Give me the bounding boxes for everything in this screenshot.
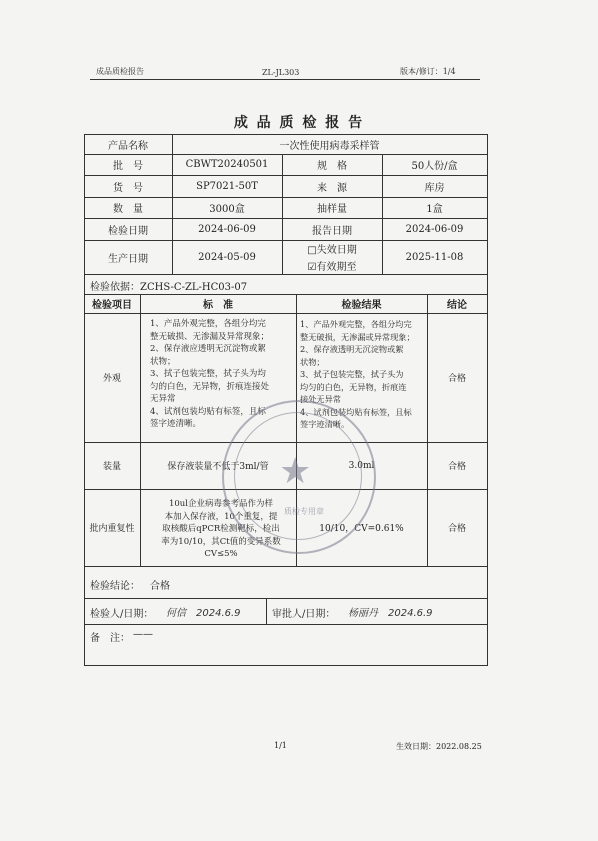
col-header-standard: 标 准 bbox=[203, 300, 233, 311]
row-appearance-result: 1、产品外观完整，各组分均完 整无破损，无渗漏或异常现象； 2、保存液透明无沉淀物或絮 状物； 3、拭子包装完整，拭子头为 均匀的白色，无异物，折痕连 接处无异常 4、试剂包装均贴有标签，且标 签字迹清晰。 bbox=[300, 319, 415, 429]
approver-label: 审批人/日期： bbox=[272, 609, 336, 620]
row-volume-standard: 保存液装量不低于3ml/管 bbox=[167, 462, 269, 472]
seal-label: 质检专用章 bbox=[284, 507, 324, 516]
header-rule bbox=[90, 79, 480, 80]
remark-value: —— bbox=[133, 629, 153, 640]
product-name-value: 一次性使用病毒采样管 bbox=[279, 140, 380, 152]
quantity-label: 数 量 bbox=[113, 204, 143, 215]
row-repeatability-standard: 10ul企业病毒参考品作为样 本加入保存液，10个重复，提 取核酸后qPCR检测靶标，检出 率为10/10，其Ct值的变异系数 CV≤5% bbox=[161, 499, 281, 559]
expiry-option-invalid: □失效日期 bbox=[307, 245, 357, 256]
row-volume-result: 3.0ml bbox=[348, 460, 375, 471]
footer-effective-date: 生效日期：2022.08.25 bbox=[396, 742, 482, 751]
row-appearance-item: 外观 bbox=[102, 374, 121, 384]
expiry-value: 2025-11-08 bbox=[405, 251, 464, 263]
approver-signature: 杨丽丹 2024.6.9 bbox=[348, 608, 433, 619]
production-date-value: 2024-05-09 bbox=[198, 251, 256, 263]
header-version: 版本/修订：1/4 bbox=[400, 67, 456, 76]
header-doc-code: ZL-JL303 bbox=[262, 68, 300, 77]
row-repeatability-conclusion: 合格 bbox=[447, 524, 466, 534]
sample-label: 抽样量 bbox=[317, 204, 347, 215]
header-doc-name: 成品质检报告 bbox=[96, 67, 144, 76]
col-header-result: 检验结果 bbox=[341, 300, 382, 311]
star-icon: ★ bbox=[279, 451, 312, 492]
expiry-option-valid-until: ☑有效期至 bbox=[307, 262, 357, 273]
row-appearance-standard: 1、产品外观完整，各组分均完 整无破损、无渗漏及异常现象； 2、保存液应透明无沉淀物或絮 状物； 3、拭子包装完整，拭子头为均 匀的白色，无异物，折痕连接处 无异常 4、试剂包装均贴有标签，且标 签字迹清晰。 bbox=[150, 319, 270, 429]
col-header-conclusion: 结论 bbox=[447, 300, 467, 311]
batch-value: CBWT20240501 bbox=[185, 159, 269, 170]
product-name-label: 产品名称 bbox=[108, 140, 148, 152]
row-repeatability-item: 批内重复性 bbox=[89, 524, 135, 534]
footer-page-number: 1/1 bbox=[274, 741, 287, 750]
spec-value: 50人份/盒 bbox=[411, 161, 458, 172]
table-right-border bbox=[487, 134, 488, 666]
row-repeatability-result: 10/10，CV=0.61% bbox=[319, 524, 404, 534]
report-date-value: 2024-06-09 bbox=[405, 223, 464, 235]
batch-label: 批 号 bbox=[113, 161, 143, 172]
item-no-label: 货 号 bbox=[113, 182, 143, 194]
report-date-label: 报告日期 bbox=[312, 225, 352, 237]
item-no-value: SP7021-50T bbox=[196, 180, 258, 192]
conclusion-value: 合格 bbox=[150, 581, 170, 592]
inspector-signature: 何信 2024.6.9 bbox=[166, 608, 241, 619]
source-value: 库房 bbox=[424, 182, 445, 194]
quality-seal-stamp bbox=[222, 400, 376, 554]
inspector-label: 检验人/日期： bbox=[90, 609, 154, 620]
test-date-label: 检验日期 bbox=[108, 225, 148, 237]
source-label: 来 源 bbox=[317, 182, 347, 194]
sample-value: 1盒 bbox=[426, 204, 443, 215]
col-header-item: 检验项目 bbox=[92, 300, 132, 311]
row-volume-item: 装量 bbox=[102, 462, 121, 472]
remark-label: 备 注： bbox=[90, 633, 130, 644]
production-date-label: 生产日期 bbox=[108, 253, 148, 265]
report-title: 成 品 质 检 报 告 bbox=[233, 115, 365, 131]
inspection-basis: 检验依据：ZCHS-C-ZL-HC03-07 bbox=[90, 282, 248, 293]
spec-label: 规 格 bbox=[317, 161, 347, 172]
test-date-value: 2024-06-09 bbox=[198, 223, 256, 235]
conclusion-label: 检验结论： bbox=[90, 581, 140, 592]
row-volume-conclusion: 合格 bbox=[447, 462, 466, 472]
quantity-value: 3000盒 bbox=[209, 204, 245, 215]
row-appearance-conclusion: 合格 bbox=[447, 374, 466, 384]
